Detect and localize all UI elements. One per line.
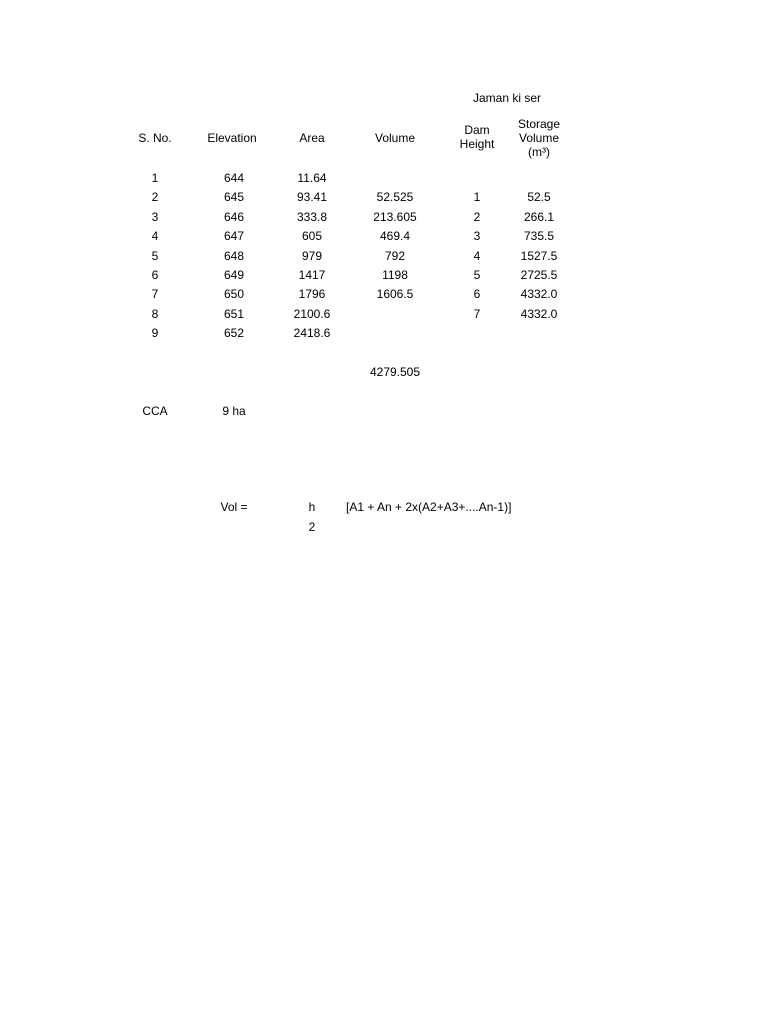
table-cell-elevation: 648 bbox=[223, 249, 245, 263]
table-cell-storage: 4332.0 bbox=[520, 307, 558, 321]
header-storage-volume-line-3: (m³) bbox=[528, 145, 550, 159]
table-cell-storage: 4332.0 bbox=[520, 287, 558, 301]
table-cell-volume: 792 bbox=[384, 249, 406, 263]
header-dam-height bbox=[460, 123, 495, 151]
table-cell-elevation: 645 bbox=[223, 190, 245, 204]
table-cell-volume: 469.4 bbox=[379, 229, 411, 243]
table-cell-sno: 8 bbox=[151, 307, 159, 321]
table-cell-sno: 1 bbox=[151, 171, 159, 185]
table-cell-elevation: 652 bbox=[223, 326, 245, 340]
table-cell-dam-height: 2 bbox=[473, 210, 481, 224]
table-cell-storage: 1527.5 bbox=[520, 249, 558, 263]
header-sno: S. No. bbox=[138, 131, 172, 145]
table-cell-area: 2100.6 bbox=[293, 307, 331, 321]
table-cell-area: 1796 bbox=[298, 287, 326, 301]
table-cell-elevation: 651 bbox=[223, 307, 245, 321]
header-storage-volume-line-1: Storage bbox=[517, 117, 561, 131]
header-dam-height-line-2: Height bbox=[459, 137, 495, 151]
header-area: Area bbox=[299, 131, 325, 145]
table-cell-area: 1417 bbox=[298, 268, 326, 282]
formula-denominator: 2 bbox=[308, 520, 316, 534]
table-cell-storage: 52.5 bbox=[527, 190, 551, 204]
table-cell-elevation: 649 bbox=[223, 268, 245, 282]
header-storage-volume-line-2: Volume bbox=[518, 131, 560, 145]
formula-expression: [A1 + An + 2x(A2+A3+....An-1)] bbox=[346, 500, 512, 514]
table-cell-area: 605 bbox=[301, 229, 323, 243]
header-dam-height-line-1: Dam bbox=[464, 123, 490, 137]
table-cell-sno: 5 bbox=[151, 249, 159, 263]
table-cell-sno: 3 bbox=[151, 210, 159, 224]
table-cell-area: 93.41 bbox=[296, 190, 328, 204]
table-cell-dam-height: 4 bbox=[473, 249, 481, 263]
header-storage-volume bbox=[518, 117, 560, 159]
table-cell-storage: 266.1 bbox=[523, 210, 555, 224]
formula-numerator: h bbox=[308, 500, 316, 514]
table-cell-dam-height: 6 bbox=[473, 287, 481, 301]
table-cell-dam-height: 5 bbox=[473, 268, 481, 282]
table-cell-area: 333.8 bbox=[296, 210, 328, 224]
table-cell-sno: 2 bbox=[151, 190, 159, 204]
table-cell-area: 979 bbox=[301, 249, 323, 263]
table-cell-volume: 52.525 bbox=[376, 190, 414, 204]
table-cell-volume: 1606.5 bbox=[376, 287, 414, 301]
header-elevation: Elevation bbox=[207, 131, 257, 145]
table-cell-elevation: 644 bbox=[223, 171, 245, 185]
table-cell-elevation: 650 bbox=[223, 287, 245, 301]
header-volume: Volume bbox=[374, 131, 416, 145]
table-cell-elevation: 647 bbox=[223, 229, 245, 243]
site-name: Jaman ki ser bbox=[472, 91, 542, 105]
table-cell-storage: 735.5 bbox=[523, 229, 555, 243]
table-cell-dam-height: 3 bbox=[473, 229, 481, 243]
table-cell-dam-height: 7 bbox=[473, 307, 481, 321]
table-cell-volume: 1198 bbox=[382, 268, 408, 282]
table-cell-sno: 9 bbox=[151, 326, 159, 340]
table-cell-area: 11.64 bbox=[297, 171, 327, 185]
formula-label: Vol = bbox=[220, 500, 248, 514]
table-cell-sno: 7 bbox=[151, 287, 159, 301]
cca-label: CCA bbox=[142, 404, 168, 418]
volume-total: 4279.505 bbox=[369, 365, 421, 379]
table-cell-area: 2418.6 bbox=[293, 326, 331, 340]
table-cell-storage: 2725.5 bbox=[520, 268, 558, 282]
table-cell-sno: 6 bbox=[151, 268, 159, 282]
table-cell-volume: 213.605 bbox=[373, 210, 417, 224]
table-cell-dam-height: 1 bbox=[473, 190, 481, 204]
table-cell-elevation: 646 bbox=[223, 210, 245, 224]
table-cell-sno: 4 bbox=[151, 229, 159, 243]
cca-value: 9 ha bbox=[222, 404, 246, 418]
